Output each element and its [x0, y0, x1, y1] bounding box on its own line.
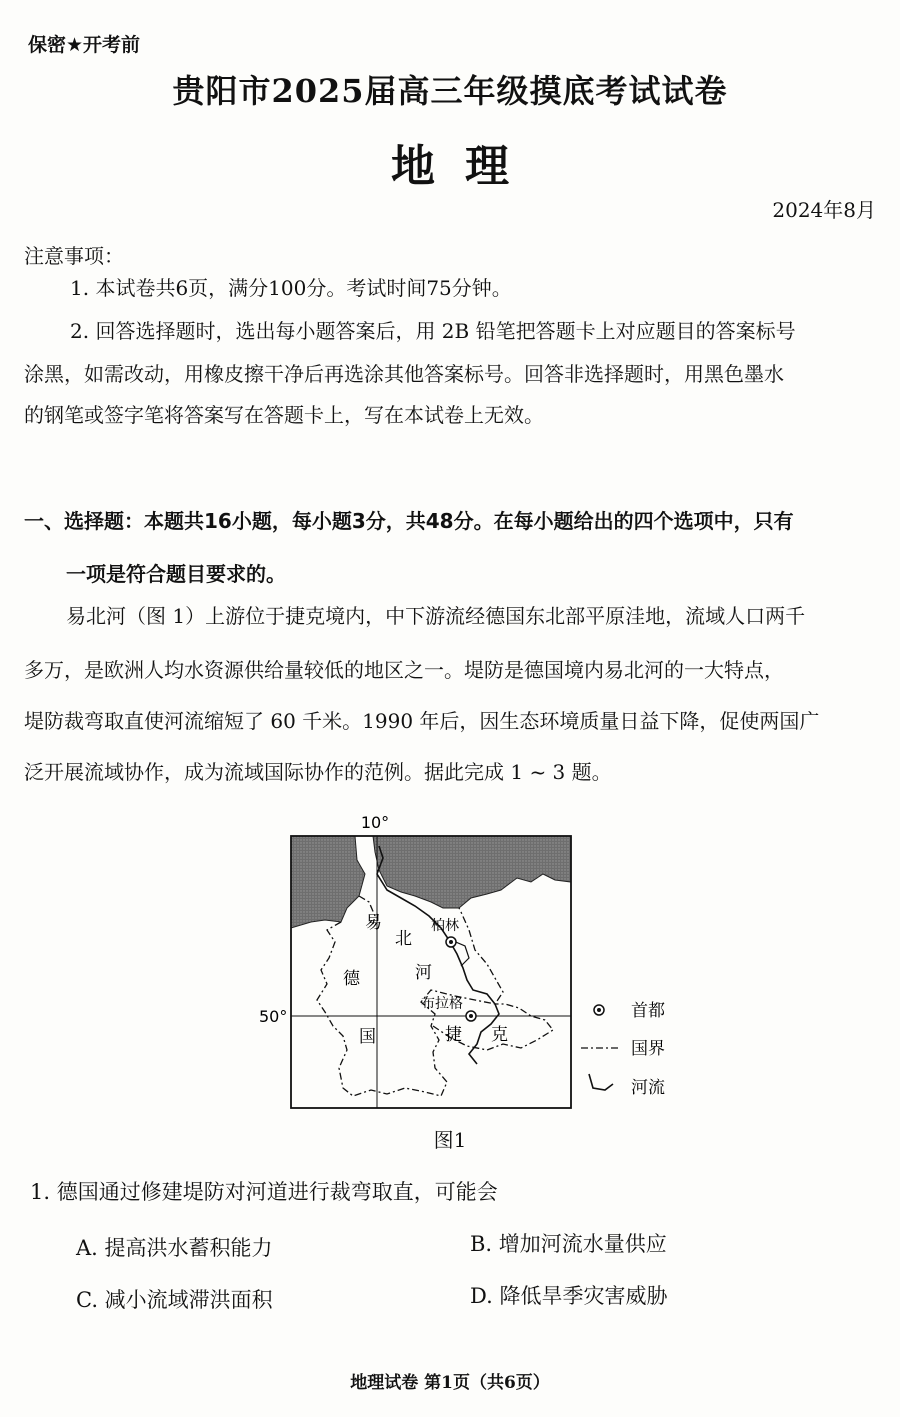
germany-char-1: 德	[343, 969, 360, 989]
question-1-option-a: A. 提高洪水蓄积能力	[76, 1236, 273, 1260]
question-1-option-d: D. 降低旱季灾害威胁	[470, 1284, 668, 1308]
question-1-stem: 1. 德国通过修建堤防对河道进行裁弯取直，可能会	[30, 1180, 498, 1204]
exam-title: 贵阳市2025届高三年级摸底考试试卷	[172, 72, 728, 110]
river-char-1: 易	[365, 913, 382, 933]
czech-char-2: 克	[491, 1025, 508, 1045]
notice-item-2-cont2: 的钢笔或签字笔将答案写在答题卡上，写在本试卷上无效。	[24, 403, 544, 427]
question-1-option-c: C. 减小流域滞洪面积	[76, 1288, 273, 1312]
page-footer: 地理试卷 第1页（共6页）	[350, 1373, 550, 1393]
section-heading-cont: 一项是符合题目要求的。	[66, 562, 286, 586]
passage-line-1: 易北河（图 1）上游位于捷克境内，中下游流经德国东北部平原洼地，流域人口两千	[66, 604, 806, 628]
lon-label: 10°	[360, 813, 390, 832]
question-1-option-b: B. 增加河流水量供应	[470, 1232, 667, 1256]
river-char-2: 北	[395, 929, 412, 949]
sea-area	[291, 836, 571, 928]
elbe-map-figure	[255, 812, 695, 1142]
figure-caption: 图1	[433, 1128, 467, 1152]
passage-line-4: 泛开展流域协作，成为流域国际协作的范例。据此完成 1 ~ 3 题。	[24, 760, 612, 784]
river-char-3: 河	[415, 963, 432, 983]
prague-label: 布拉格	[421, 996, 463, 1012]
notice-item-2-cont: 涂黑，如需改动，用橡皮擦干净后再选涂其他答案标号。回答非选择题时，用黑色墨水	[24, 362, 784, 386]
section-heading: 一、选择题：本题共16小题，每小题3分，共48分。在每小题给出的四个选项中，只有	[24, 509, 794, 533]
germany-char-2: 国	[359, 1027, 376, 1047]
map-svg	[255, 812, 695, 1142]
passage-line-2: 多万，是欧洲人均水资源供给量较低的地区之一。堤防是德国境内易北河的一大特点，	[24, 658, 784, 682]
legend-river-label: 河流	[631, 1078, 665, 1098]
subject-title: 地理	[391, 141, 539, 192]
notice-item-2: 2. 回答选择题时，选出每小题答案后，用 2B 铅笔把答题卡上对应题目的答案标号	[70, 319, 796, 343]
confidential-label: 保密★开考前	[28, 34, 141, 56]
berlin-label: 柏林	[431, 918, 459, 934]
notice-heading: 注意事项：	[24, 244, 124, 268]
legend-river-icon	[589, 1074, 613, 1090]
czech-char-1: 捷	[445, 1025, 462, 1045]
passage-line-3: 堤防裁弯取直使河流缩短了 60 千米。1990 年后，因生态环境质量日益下降，促使两国广	[24, 709, 820, 733]
legend-border-label: 国界	[631, 1039, 665, 1059]
legend-capital-label: 首都	[631, 1001, 665, 1021]
exam-date: 2024年8月	[772, 198, 876, 222]
notice-item-1: 1. 本试卷共6页，满分100分。考试时间75分钟。	[70, 276, 512, 300]
lat-label: 50°	[259, 1007, 288, 1026]
